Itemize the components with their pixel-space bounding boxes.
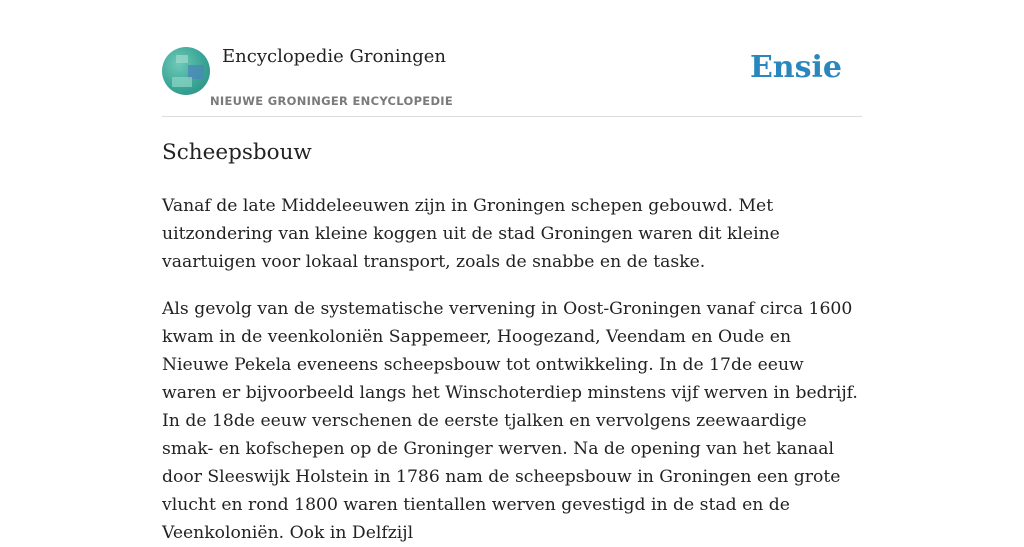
logo-shape xyxy=(176,55,188,63)
site-subtitle: NIEUWE GRONINGER ENCYCLOPEDIE xyxy=(210,94,454,108)
brand-logo[interactable]: Ensie xyxy=(749,50,842,85)
site-header xyxy=(162,0,862,117)
logo-shape xyxy=(172,77,192,87)
article-paragraph: Vanaf de late Middeleeuwen zijn in Groningen schepen gebouwd. Met uitzondering van kleine koggen uit de stad Groningen waren dit kleine vaartuigen voor lokaal transport, zoals de snabbe en de taske. xyxy=(162,196,780,272)
article-title: Scheepsbouw xyxy=(162,140,312,165)
article-paragraph: Als gevolg van de systematische vervening in Oost-Groningen vanaf circa 1600 kwam in de veenkoloniën Sappemeer, Hoogezand, Veendam en Oude en Nieuwe Pekela eveneens scheepsbouw tot ontwikkeling. In de 17de eeuw waren er bijvoorbeeld langs het Winschoterdiep minstens vijf werven in bedrijf. In de 18de eeuw verschenen de eerste tjalken en vervolgens zeewaardige smak- en kofschepen op de Groninger werven. Na de opening van het kanaal door Sleeswijk Holstein in 1786 nam de scheepsbouw in Groningen een grote vlucht en rond 1800 waren tientallen werven gevestigd in de stad en de Veenkoloniën. Ook in Delfzijl xyxy=(162,299,858,543)
site-title[interactable]: Encyclopedie Groningen xyxy=(222,46,447,67)
page xyxy=(162,0,862,543)
site-logo[interactable] xyxy=(162,47,210,95)
